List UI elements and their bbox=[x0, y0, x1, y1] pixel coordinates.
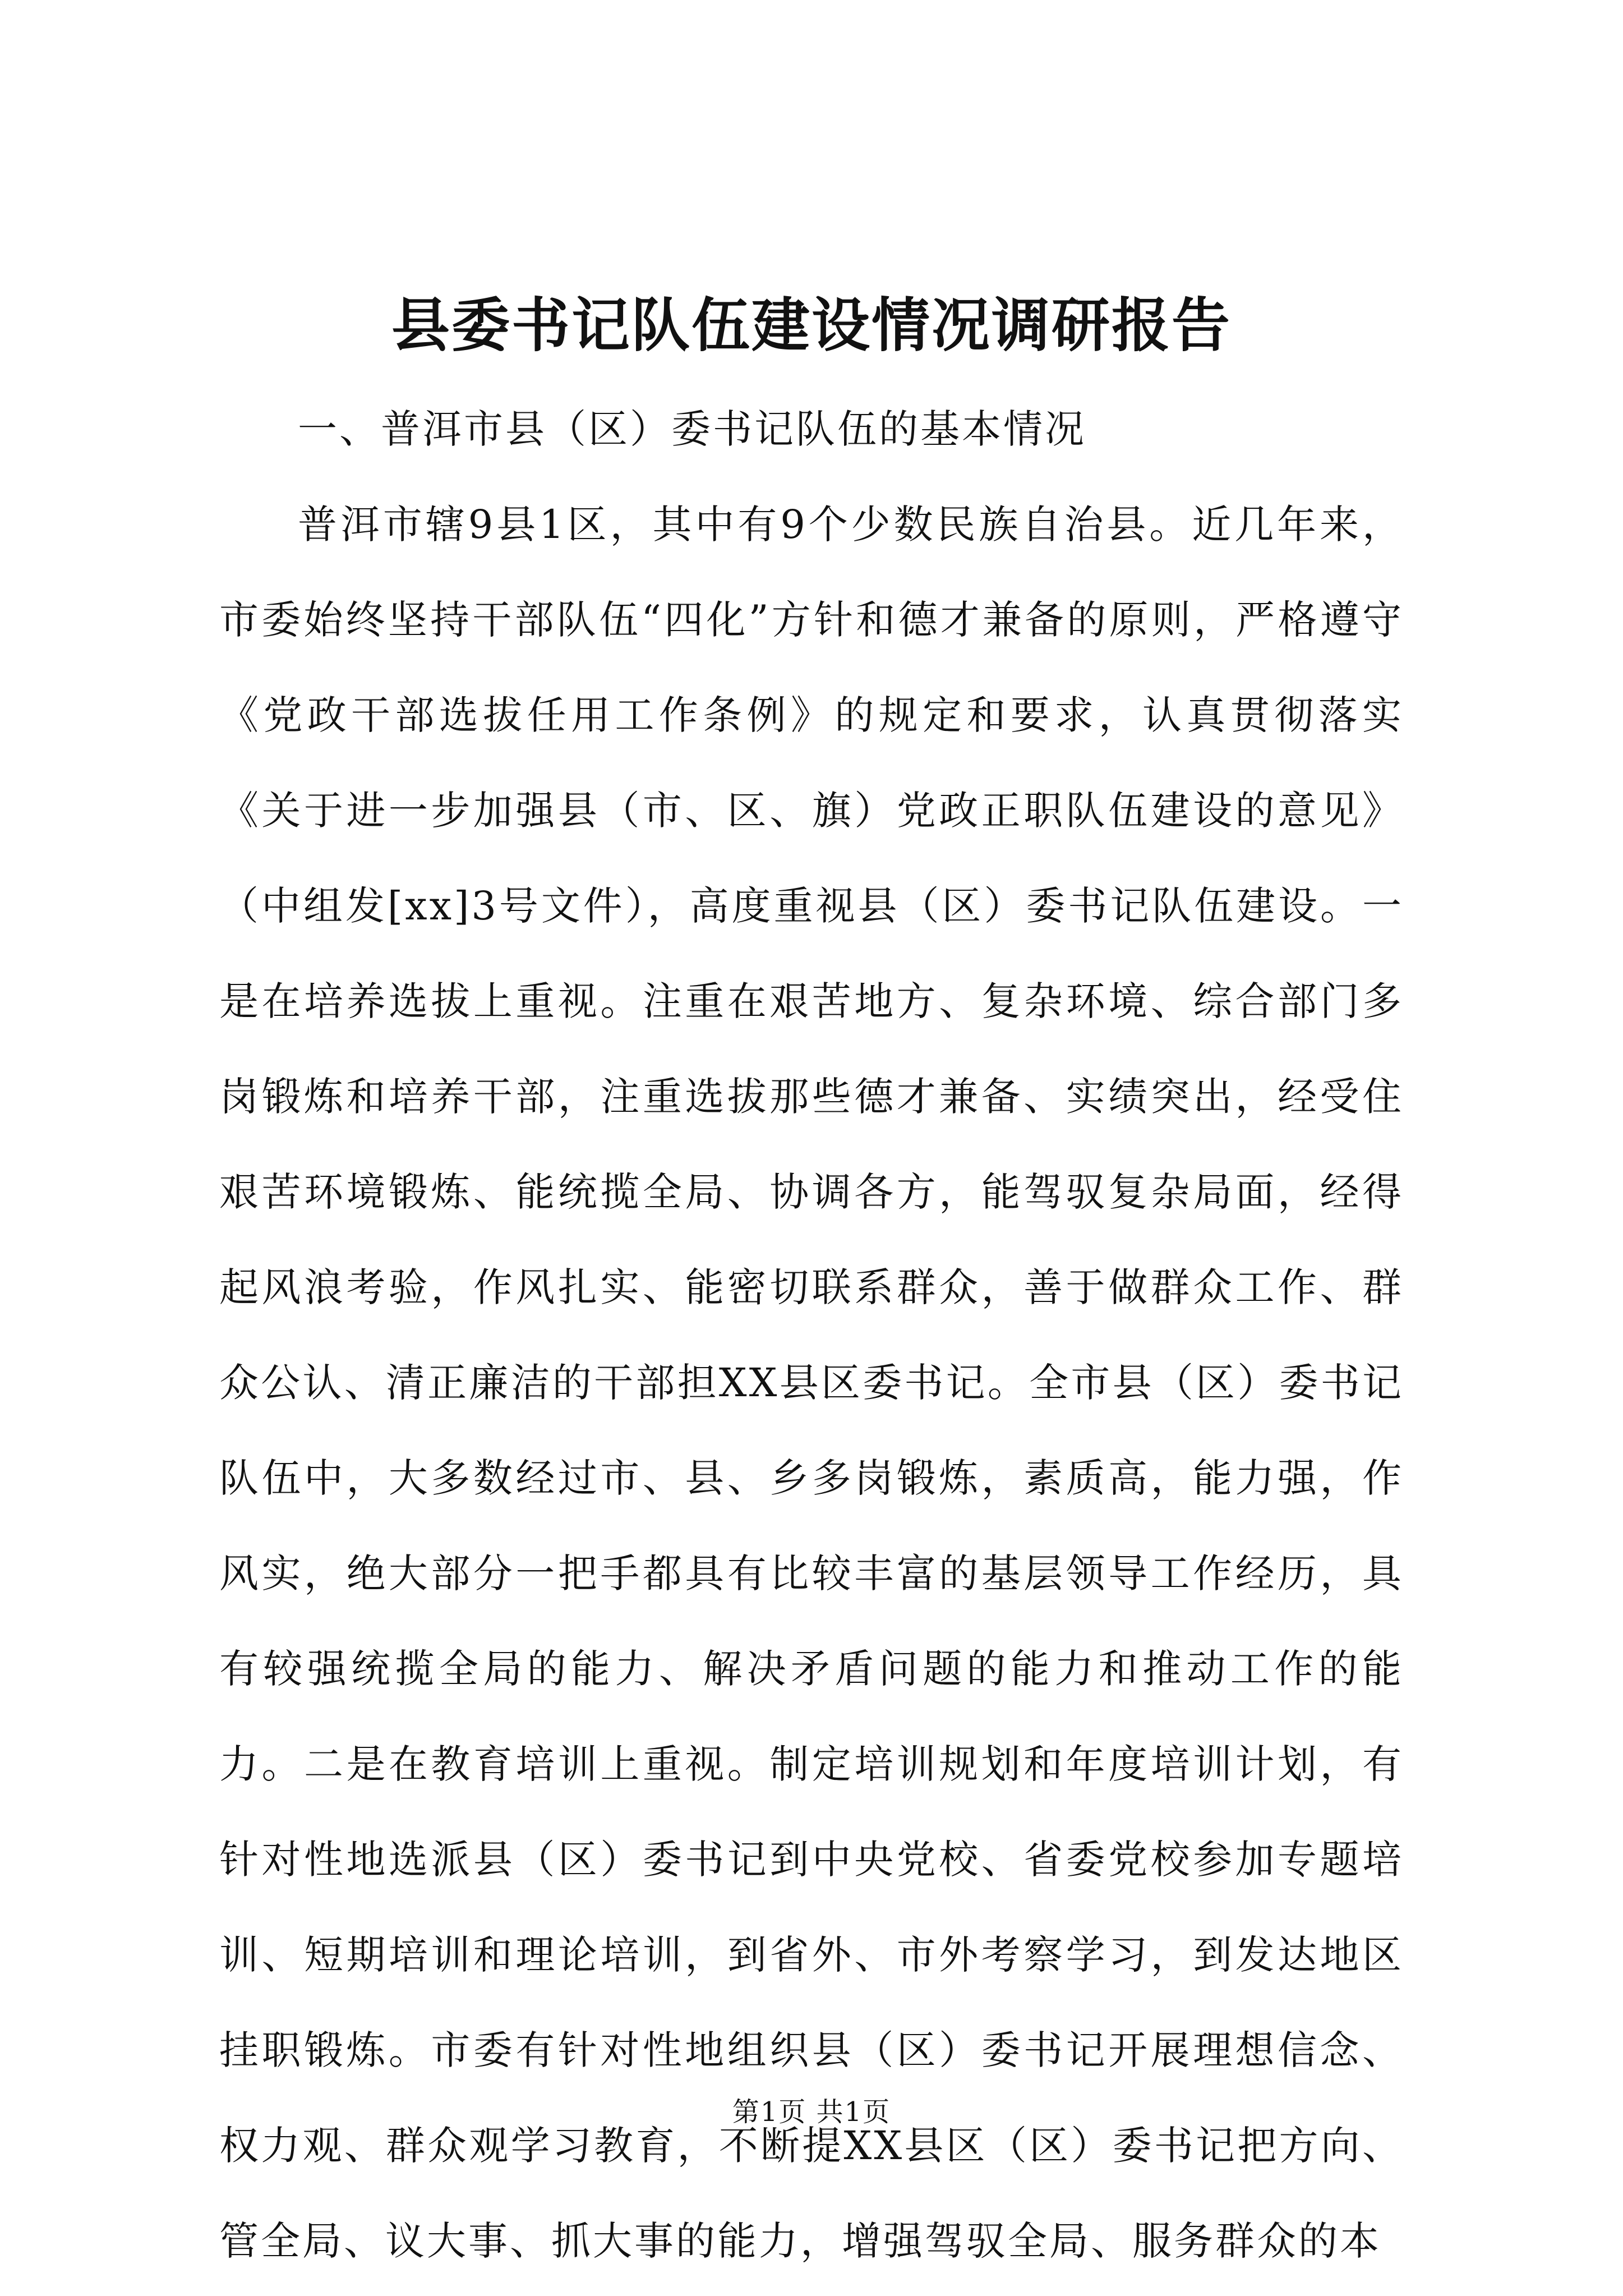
body-paragraph: 普洱市辖9县1区，其中有9个少数民族自治县。近几年来，市委始终坚持干部队伍“四化”方针和德才兼备的原则，严格遵守《党政干部选拔任用工作条例》的规定和要求，认真贯彻落实《关于进一步加强县（市、区、旗）党政正职队伍建设的意见》（中组发[xx]3号文件），高度重视县（区）委书记队伍建设。一是在培养选拔上重视。注重在艰苦地方、复杂环境、综合部门多岗锻炼和培养干部，注重选拔那些德才兼备、实绩突出，经受住艰苦环境锻炼、能统揽全局、协调各方，能驾驭复杂局面，经得起风浪考验，作风扎实、能密切联系群众，善于做群众工作、群众公认、清正廉洁的干部担XX县区委书记。全市县（区）委书记队伍中，大多数经过市、县、乡多岗锻炼，素质高，能力强，作风实，绝大部分一把手都具有比较丰富的基层领导工作经历，具有较强统揽全局的能力、解决矛盾问题的能力和推动工作的能力。二是在教育培训上重视。制定培训规划和年度培训计划，有针对性地选派县（区）委书记到中央党校、省委党校参加专题培训、短期培训和理论培训，到省外、市外考察学习，到发达地区挂职锻炼。市委有针对性地组织县（区）委书记开展理想信念、权力观、群众观学习教育，不断提XX县区（区）委书记把方向、管全局、议大事、抓大事的能力，增强驾驭全局、服务群众的本 bbox=[219, 501, 1404, 2264]
document-title: 县委书记队伍建设情况调研报告 bbox=[391, 291, 1232, 360]
document-body bbox=[219, 381, 1404, 2289]
page-footer: 第1页 共1页 bbox=[732, 2096, 891, 2128]
section-heading: 一、普洱市县（区）委书记队伍的基本情况 bbox=[298, 406, 1086, 452]
